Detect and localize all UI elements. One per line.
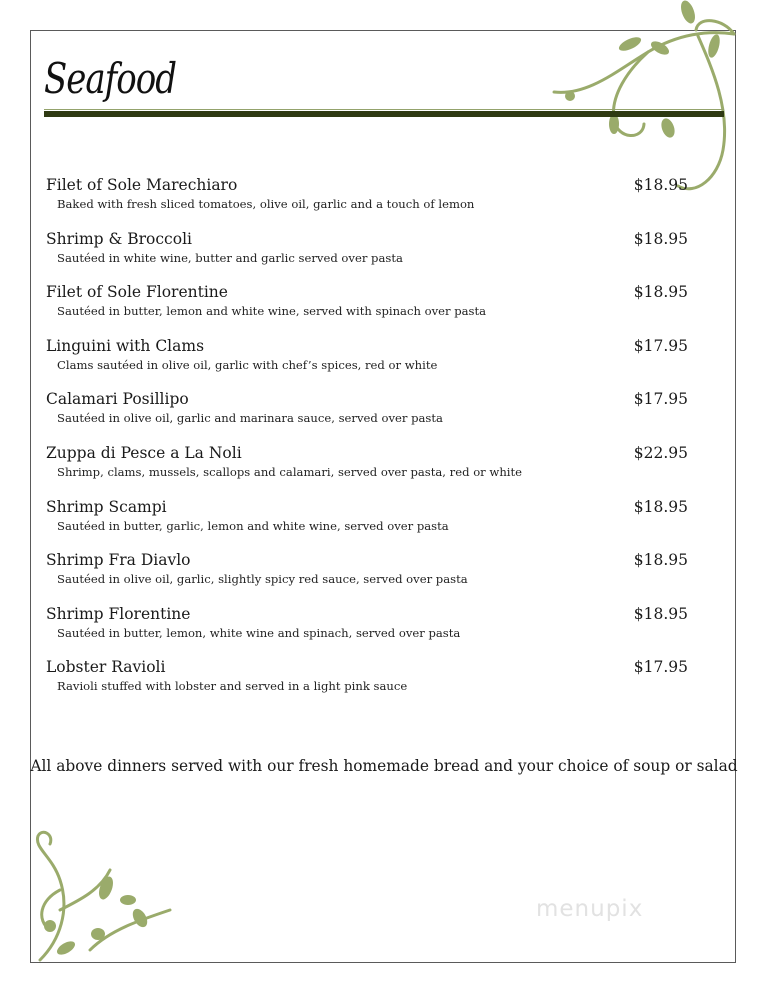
menu-item-name: Lobster Ravioli	[46, 658, 166, 677]
menu-item	[46, 605, 694, 659]
menu-item-price: $17.95	[633, 390, 688, 409]
footer-note: All above dinners served with our fresh homemade bread and your choice of soup or salad	[30, 757, 738, 775]
menu-item-price: $18.95	[633, 176, 688, 194]
menu-item-description: Shrimp, clams, mussels, scallops and calamari, served over pasta, red or white	[57, 464, 523, 479]
menu-item-price: $22.95	[633, 443, 688, 462]
menu-item-description: Clams sautéed in olive oil, garlic with chef’s spices, red or white	[57, 357, 438, 372]
menu-item-name: Calamari Posillipo	[46, 390, 189, 409]
title-divider-accent	[44, 109, 724, 110]
menu-item	[46, 658, 694, 712]
menu-item-list	[46, 176, 694, 712]
menu-item-price: $17.95	[633, 336, 688, 355]
menu-item-name: Zuppa di Pesce a La Noli	[46, 443, 242, 462]
menu-item	[46, 176, 694, 230]
menu-item-price: $18.95	[633, 497, 688, 516]
menu-item-name: Shrimp & Broccoli	[46, 229, 192, 248]
menu-item-description: Sautéed in butter, lemon, white wine and spinach, served over pasta	[57, 625, 461, 640]
menu-item-price: $18.95	[633, 229, 688, 248]
menu-item-name: Shrimp Fra Diavlo	[46, 551, 191, 570]
menu-item-description: Sautéed in olive oil, garlic and marinara sauce, served over pasta	[57, 411, 443, 426]
menu-item-name: Filet of Sole Marechiaro	[46, 176, 238, 194]
menu-item-description: Ravioli stuffed with lobster and served in a light pink sauce	[57, 679, 408, 694]
menu-item-description: Sautéed in olive oil, garlic, slightly spicy red sauce, served over pasta	[57, 572, 468, 587]
menu-item	[46, 337, 694, 391]
menu-item-description: Sautéed in butter, lemon and white wine, served with spinach over pasta	[57, 304, 487, 319]
menu-item	[46, 551, 694, 605]
menu-item-price: $17.95	[633, 658, 688, 677]
menu-item	[46, 498, 694, 552]
menu-item	[46, 390, 694, 444]
menu-item-price: $18.95	[633, 283, 688, 302]
menu-item-price: $18.95	[633, 551, 688, 570]
menu-item-name: Shrimp Florentine	[46, 604, 191, 623]
menu-item-name: Linguini with Clams	[46, 336, 205, 355]
menu-item-name: Filet of Sole Florentine	[46, 283, 228, 302]
menu-item	[46, 444, 694, 498]
menu-item	[46, 230, 694, 284]
vine-ornament-bottom-left	[30, 830, 190, 970]
menu-item-description: Sautéed in white wine, butter and garlic served over pasta	[57, 250, 403, 265]
watermark-logo: menupix	[536, 896, 644, 922]
menu-item-description: Sautéed in butter, garlic, lemon and white wine, served over pasta	[57, 518, 449, 533]
menu-item-name: Shrimp Scampi	[46, 497, 167, 516]
vine-ornament-top-right	[548, 0, 748, 200]
menu-item	[46, 283, 694, 337]
page-title: Seafood	[44, 54, 176, 104]
menu-item-description: Baked with fresh sliced tomatoes, olive oil, garlic and a touch of lemon	[57, 197, 475, 211]
menu-item-price: $18.95	[633, 604, 688, 623]
title-divider	[44, 111, 724, 117]
